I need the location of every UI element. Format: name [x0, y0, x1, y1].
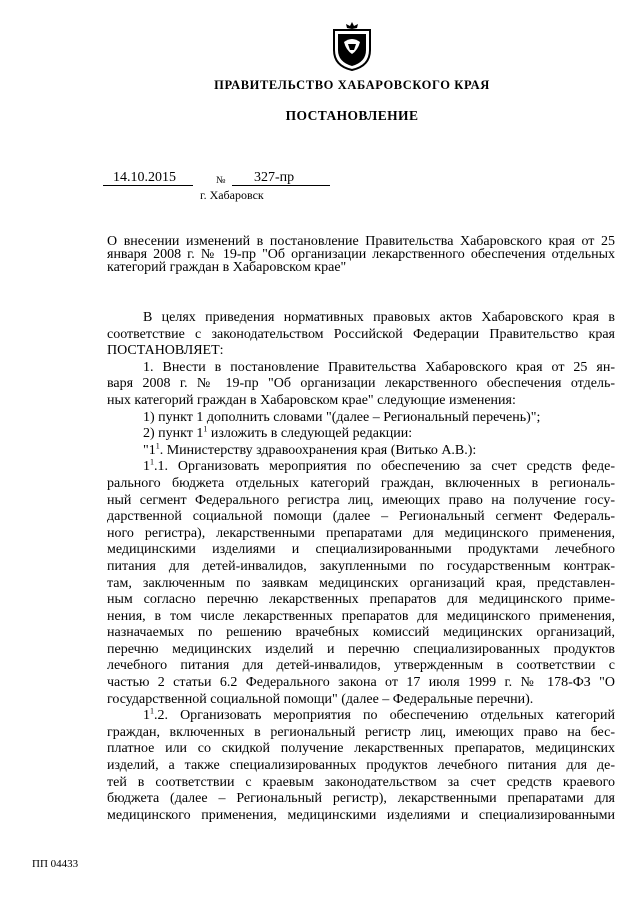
body-line: изделий, а также специализированных продуктов лечебного питания для де- [107, 758, 615, 774]
text-fragment: . Министерству здравоохранения края (Витько А.В.): [159, 442, 477, 458]
document-date: 14.10.2015 [103, 171, 193, 186]
body-line: бюджета (далее – Региональный регистр), лекарственными препаратами для [107, 791, 615, 807]
government-name: ПРАВИТЕЛЬСТВО ХАБАРОВСКОГО КРАЯ [214, 78, 490, 92]
body-line: ных категорий граждан в Хабаровском крае" следующие изменения: [107, 392, 516, 408]
body-line: частью 2 статьи 6.2 Федерального закона от 17 июля 1999 г. № 178-ФЗ "О [107, 675, 615, 691]
body-line [107, 426, 615, 443]
body-line: граждан, включенных в региональный регистр лиц, имеющих право на бес- [107, 724, 615, 740]
body-line: лечебного питания для детей-инвалидов, утвержденным в соответствии с [107, 658, 615, 674]
body-line: рального бюджета отдельных категорий граждан, включенных в региональ- [107, 475, 615, 491]
superscript: 1 [155, 441, 160, 451]
text-fragment: 2) пункт 1 [143, 426, 204, 442]
body-line: соответствие с законодательством Российской Федерации Правительство края [107, 326, 615, 342]
text-fragment: изложить в следующей редакции: [210, 426, 413, 442]
coat-of-arms-icon [330, 20, 374, 72]
text-fragment: 1 [143, 459, 150, 475]
superscript: 1 [150, 457, 154, 467]
text-fragment: .2. Организовать мероприятия по обеспечению отдельных категорий [154, 708, 615, 724]
superscript: 1 [203, 424, 208, 434]
body-line: питания для детей-инвалидов, закупленными по государственным контрак- [107, 558, 615, 574]
body-line: назначаемых по решению врачебных комиссий медицинских организаций, [107, 625, 615, 641]
body-line: государственной социальной помощи" (далее – Федеральные перечни). [107, 691, 534, 707]
document-body [107, 310, 615, 824]
document-number: 327-пр [232, 171, 330, 186]
body-line: платное или со скидкой получение лекарственных препаратов, медицинских [107, 741, 615, 757]
body-line: ного регистра), лекарственными препаратами для медицинского применения, [107, 525, 615, 541]
superscript: 1 [150, 706, 154, 716]
body-line: ным согласно перечню лекарственных препаратов для медицинского приме- [107, 592, 615, 608]
body-line: нения, в том числе лекарственных препаратов для медицинского применения, [107, 608, 615, 624]
body-line: медицинскими изделиями и специализированными продуктами лечебного [107, 542, 615, 558]
body-line: варя 2008 г. № 19-пр "Об организации лекарственного обеспечения отдель- [107, 376, 615, 392]
number-sign: № [216, 175, 226, 186]
text-fragment: .1. Организовать мероприятия по обеспечению за счет средств феде- [154, 459, 615, 475]
body-line: ПОСТАНОВЛЯЕТ: [107, 343, 224, 359]
body-line: ный сегмент Федерального регистра лиц, имеющих право на получение госу- [107, 492, 615, 508]
text-fragment: 1 [143, 708, 150, 724]
body-line [107, 459, 615, 476]
body-line: дарственной социальной помощи (далее – Региональный сегмент Федераль- [107, 509, 615, 525]
body-line: перечню медицинских изделий и перечню специализированных продуктов [107, 641, 615, 657]
document-subject: О внесении изменений в постановление Правительства Хабаровского края от 25 января 2008 г. № 19-пр "Об организации лекарственного обеспечения отдельных категорий граждан в Хабаровском крае" [107, 234, 615, 275]
body-line: там, заключенным по заявкам медицинских организаций края, представлен- [107, 575, 615, 591]
body-line: 1. Внести в постановление Правительства Хабаровского края от 25 ян- [143, 359, 615, 375]
document-type: ПОСТАНОВЛЕНИЕ [285, 108, 419, 123]
footer-code: ПП 04433 [32, 858, 79, 870]
body-line: тей в соответствии с краевым законодательством за счет средств краевого [107, 774, 615, 790]
text-fragment: "1 [143, 442, 156, 458]
body-line: В целях приведения нормативных правовых актов Хабаровского края в [143, 310, 615, 325]
document-city: г. Хабаровск [200, 188, 264, 202]
body-line [107, 708, 615, 725]
body-line [107, 443, 615, 460]
body-line: медицинского применения, медицинскими изделиями и специализированными [107, 807, 615, 823]
body-line: 1) пункт 1 дополнить словами "(далее – Региональный перечень)"; [143, 409, 541, 425]
